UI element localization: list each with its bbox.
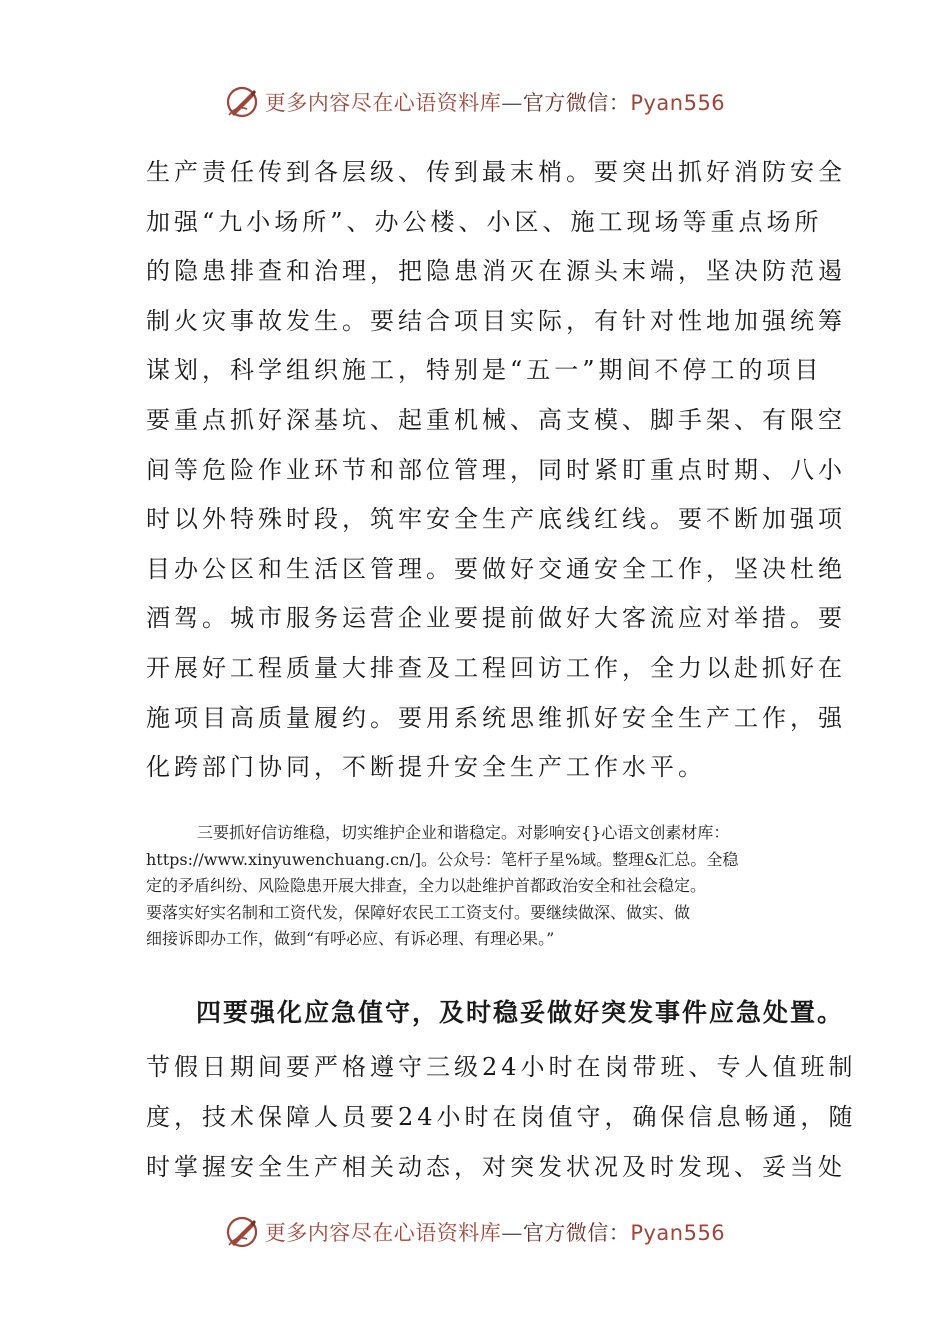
section-heading: 四要强化应急值守，及时稳妥做好突发事件应急处置。 <box>196 998 845 1027</box>
pen-logo-icon <box>225 1215 259 1249</box>
text-line: 酒驾。城市服务运营企业要提前做好大客流应对举措。要 <box>146 604 846 633</box>
text-line: 要重点抓好深基坑、起重机械、高支模、脚手架、有限空 <box>146 405 846 434</box>
banner-title: 更多内容尽在心语资料库 <box>264 1221 502 1245</box>
banner-dash: — <box>501 1221 523 1245</box>
footer-banner <box>0 1212 950 1252</box>
small-paragraph <box>146 820 816 953</box>
text-line: 间等危险作业环节和部位管理，同时紧盯重点时期、八小 <box>146 455 846 484</box>
text-line: 三要抓好信访维稳，切实维护企业和谐稳定。对影响安{}心语文创素材库： <box>197 823 730 842</box>
text-line: 度，技术保障人员要24小时在岗值守，确保信息畅通，随 <box>146 1103 857 1131</box>
banner-title: 更多内容尽在心语资料库 <box>264 91 502 115</box>
text-line: 谋划，科学组织施工，特别是“五一”期间不停工的项目 <box>146 356 823 385</box>
text-line: 目办公区和生活区管理。要做好交通安全工作，坚决杜绝 <box>146 554 846 583</box>
text-line: 开展好工程质量大排查及工程回访工作，全力以赴抓好在 <box>146 653 846 682</box>
text-line: 节假日期间要严格遵守三级24小时在岗带班、专人值班制 <box>146 1053 857 1081</box>
banner-dash: — <box>501 91 523 115</box>
text-line: 生产责任传到各层级、传到最末梢。要突出抓好消防安全 <box>146 158 846 186</box>
text-line: 要落实好实名制和工资代发，保障好农民工工资支付。要继续做深、做实、做 <box>146 902 691 922</box>
text-line: 细接诉即办工作，做到“有呼必应、有诉必理、有理必果。” <box>146 929 555 948</box>
text-line: 加强“九小场所”、办公楼、小区、施工现场等重点场所 <box>146 207 823 236</box>
pen-logo-icon <box>225 85 259 119</box>
text-line: https://www.xinyuwenchuang.cn/]。公众号：笔杆子星%域。整理&汇总。全稳 <box>146 849 739 869</box>
text-line: 的隐患排查和治理，把隐患消灭在源头末端，坚决防范遏 <box>146 257 846 286</box>
banner-wechat-label: 官方微信： <box>522 1221 631 1245</box>
banner-wechat-id: Pyan556 <box>630 1221 726 1245</box>
banner-wechat-id: Pyan556 <box>630 91 726 115</box>
text-line: 化跨部门协同，不断提升安全生产工作水平。 <box>146 753 706 782</box>
main-paragraph <box>146 148 846 793</box>
text-line: 施项目高质量履约。要用系统思维抓好安全生产工作，强 <box>146 703 846 732</box>
text-line: 时以外特殊时段，筑牢安全生产底线红线。要不断加强项 <box>146 505 846 534</box>
text-line: 时掌握安全生产相关动态，对突发状况及时发现、妥当处 <box>146 1153 846 1181</box>
header-banner <box>0 82 950 122</box>
text-line: 定的矛盾纠纷、风险隐患开展大排查，全力以赴维护首都政治安全和社会稳定。 <box>146 876 707 895</box>
banner-wechat-label: 官方微信： <box>522 91 631 115</box>
text-line: 制火灾事故发生。要结合项目实际，有针对性地加强统筹 <box>146 306 846 335</box>
tail-paragraph <box>146 1042 857 1192</box>
